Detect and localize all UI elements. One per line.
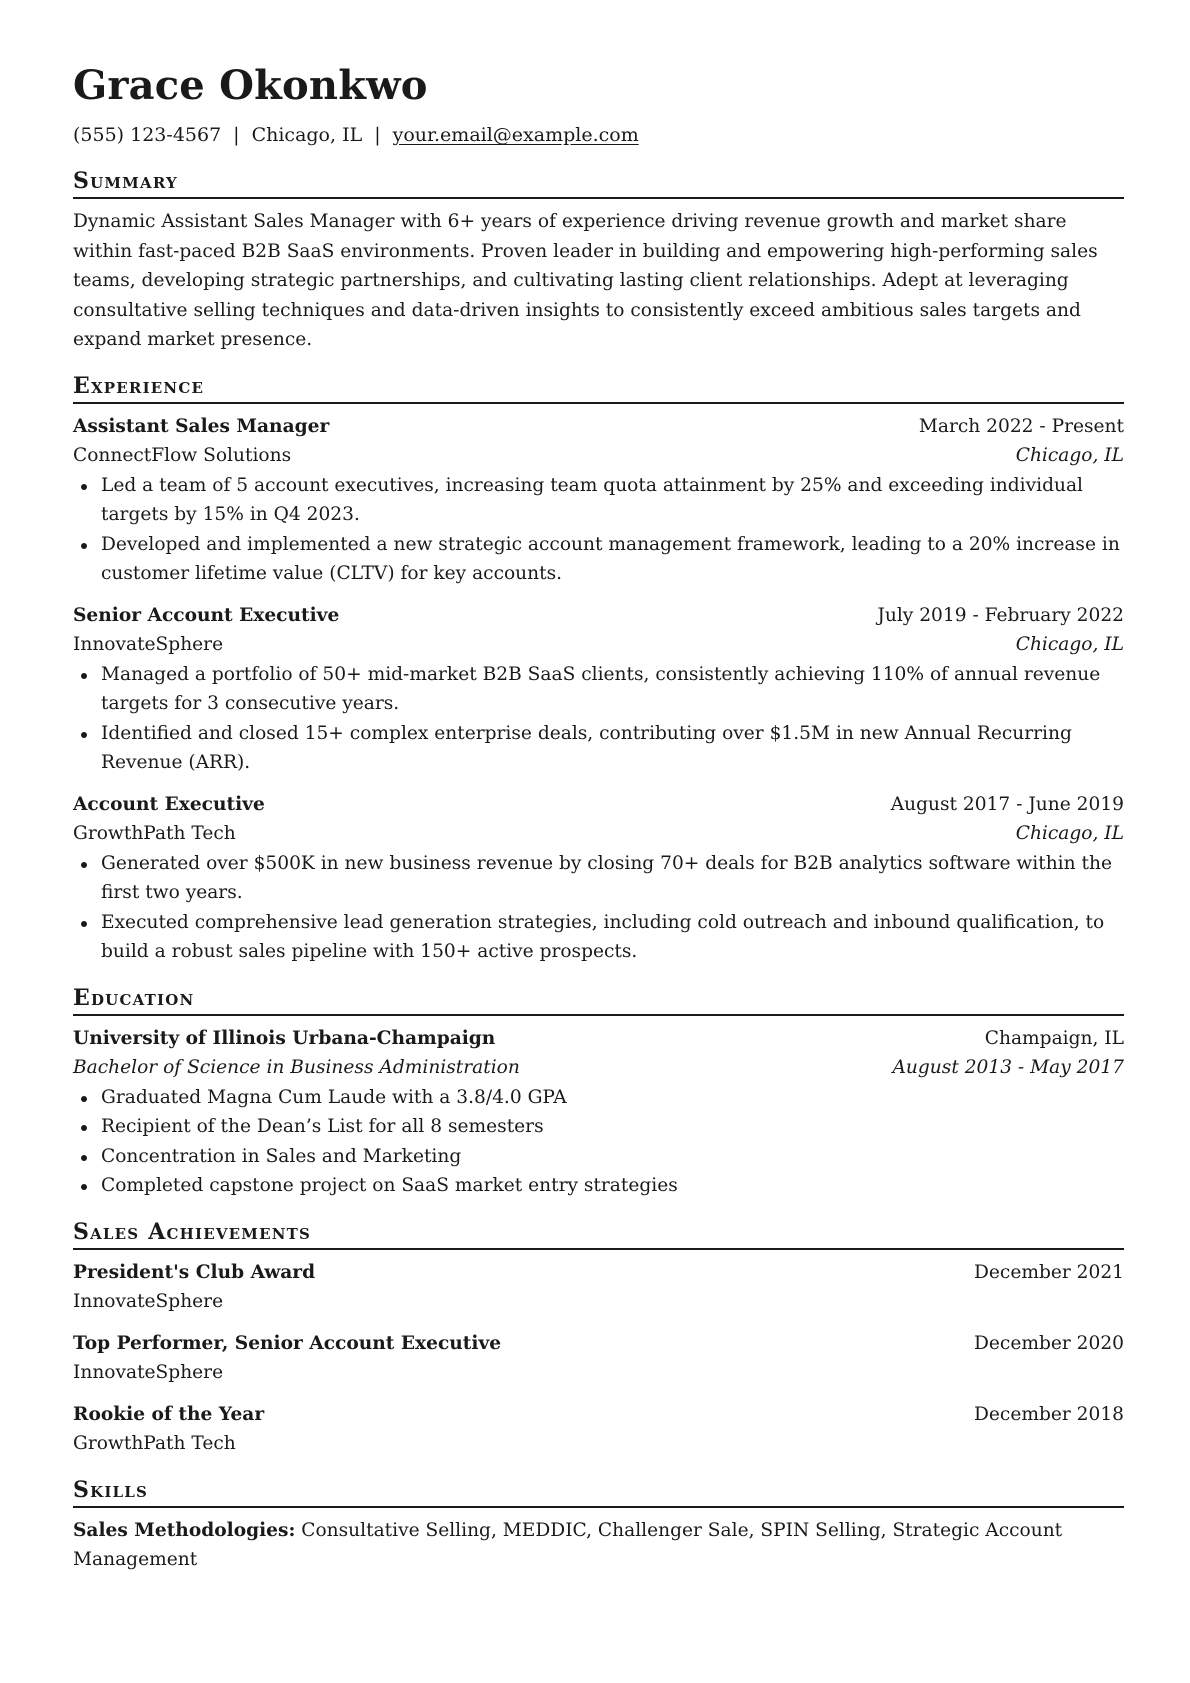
skills-label: Sales Methodologies: bbox=[73, 1519, 296, 1541]
achievement-date: December 2021 bbox=[974, 1261, 1124, 1283]
job-header bbox=[73, 601, 1124, 631]
list-item bbox=[73, 1142, 1124, 1172]
list-item bbox=[73, 1083, 1124, 1113]
job-company: ConnectFlow Solutions bbox=[73, 445, 292, 466]
education-dates: August 2013 - May 2017 bbox=[892, 1057, 1124, 1078]
bullet-text: Graduated Magna Cum Laude with a 3.8/4.0 GPA bbox=[101, 1086, 567, 1108]
summary-text: Dynamic Assistant Sales Manager with 6+ years of experience driving revenue growth and market share within fast-paced B2B SaaS environments. Proven leader in building and empowering high-performing sales teams, developing strategic partnerships, and cultivating lasting client relationships. Adept at leveraging consultative selling techniques and data-driven insights to consistently exceed ambitious sales targets and expand market presence. bbox=[73, 211, 1098, 350]
job-location: Chicago, IL bbox=[1015, 634, 1124, 655]
achievement-subheader bbox=[73, 1358, 1124, 1388]
bullet-text: Recipient of the Dean’s List for all 8 semesters bbox=[101, 1116, 544, 1137]
section-title-education: Education bbox=[73, 983, 1124, 1016]
list-item bbox=[73, 1112, 1124, 1142]
achievement-entry bbox=[73, 1329, 1124, 1388]
bullet-text: Generated over $500K in new business revenue by closing 70+ deals for B2B analytics software within the first two years. bbox=[101, 852, 1112, 903]
job-subheader bbox=[73, 630, 1124, 660]
job-entry bbox=[73, 412, 1124, 589]
job-location: Chicago, IL bbox=[1015, 445, 1124, 466]
section-title-experience: Experience bbox=[73, 371, 1124, 404]
job-location: Chicago, IL bbox=[1015, 823, 1124, 844]
summary-section bbox=[73, 166, 1124, 355]
achievement-org: GrowthPath Tech bbox=[73, 1433, 236, 1454]
achievement-header bbox=[73, 1258, 1124, 1288]
education-header bbox=[73, 1024, 1124, 1054]
achievement-header bbox=[73, 1329, 1124, 1359]
bullet-text: Developed and implemented a new strategic account management framework, leading to a 20% increase in customer lifetime value (CLTV) for key accounts. bbox=[101, 533, 1120, 584]
job-header bbox=[73, 790, 1124, 820]
achievements-section bbox=[73, 1217, 1124, 1459]
separator: | bbox=[374, 124, 381, 146]
achievement-name: President's Club Award bbox=[73, 1261, 316, 1283]
bullet-icon bbox=[81, 1096, 87, 1102]
contact-line bbox=[73, 122, 1124, 148]
skills-section bbox=[73, 1475, 1124, 1575]
job-header bbox=[73, 412, 1124, 442]
section-title-achievements: Sales Achievements bbox=[73, 1217, 1124, 1250]
bullet-text: Managed a portfolio of 50+ mid-market B2B SaaS clients, consistently achieving 110% of annual revenue targets for 3 consecutive years. bbox=[101, 663, 1101, 714]
skills-text: Consultative Selling, MEDDIC, Challenger Sale, SPIN Selling, Strategic Account Management bbox=[73, 1519, 1063, 1570]
job-entry bbox=[73, 601, 1124, 778]
skills-line bbox=[73, 1516, 1124, 1575]
list-item bbox=[73, 1171, 1124, 1201]
job-role: Senior Account Executive bbox=[73, 604, 340, 626]
bullet-text: Led a team of 5 account executives, increasing team quota attainment by 25% and exceeding individual targets by 15% in Q4 2023. bbox=[101, 474, 1083, 525]
bullet-text: Completed capstone project on SaaS market entry strategies bbox=[101, 1175, 678, 1196]
bullet-icon bbox=[81, 732, 87, 738]
job-role: Assistant Sales Manager bbox=[73, 415, 330, 437]
achievement-header bbox=[73, 1400, 1124, 1430]
achievement-date: December 2020 bbox=[974, 1332, 1124, 1354]
section-title-skills: Skills bbox=[73, 1475, 1124, 1508]
email-link[interactable]: your.email@example.com bbox=[392, 124, 639, 146]
list-item bbox=[73, 719, 1124, 778]
job-dates: March 2022 - Present bbox=[918, 415, 1124, 437]
bullet-icon bbox=[81, 1184, 87, 1190]
bullet-text: Concentration in Sales and Marketing bbox=[101, 1145, 462, 1167]
school-name: University of Illinois Urbana-Champaign bbox=[73, 1027, 496, 1049]
bullet-text: Identified and closed 15+ complex enterprise deals, contributing over $1.5M in new Annual Recurring Revenue (ARR). bbox=[101, 722, 1072, 773]
job-entry bbox=[73, 790, 1124, 967]
achievement-entry bbox=[73, 1258, 1124, 1317]
school-location: Champaign, IL bbox=[984, 1027, 1124, 1049]
list-item bbox=[73, 471, 1124, 530]
candidate-name: Grace Okonkwo bbox=[73, 62, 428, 109]
job-dates: August 2017 - June 2019 bbox=[890, 793, 1124, 815]
education-bullets bbox=[73, 1083, 1124, 1201]
bullet-icon bbox=[81, 921, 87, 927]
list-item bbox=[73, 530, 1124, 589]
bullet-text: Executed comprehensive lead generation strategies, including cold outreach and inbound qualification, to build a robust sales pipeline with 150+ active prospects. bbox=[101, 911, 1105, 962]
location: Chicago, IL bbox=[251, 124, 363, 146]
separator: | bbox=[233, 124, 240, 146]
education-subheader bbox=[73, 1053, 1124, 1083]
experience-section bbox=[73, 371, 1124, 967]
bullet-icon bbox=[81, 484, 87, 490]
job-bullets bbox=[73, 660, 1124, 778]
bullet-icon bbox=[81, 862, 87, 868]
job-bullets bbox=[73, 849, 1124, 967]
achievement-org: InnovateSphere bbox=[73, 1291, 224, 1312]
list-item bbox=[73, 908, 1124, 967]
section-title-summary: Summary bbox=[73, 166, 1124, 199]
bullet-icon bbox=[81, 673, 87, 679]
achievement-date: December 2018 bbox=[974, 1403, 1124, 1425]
job-company: InnovateSphere bbox=[73, 634, 224, 655]
list-item bbox=[73, 660, 1124, 719]
job-dates: July 2019 - February 2022 bbox=[877, 604, 1124, 626]
achievement-name: Top Performer, Senior Account Executive bbox=[73, 1332, 502, 1354]
job-subheader bbox=[73, 819, 1124, 849]
bullet-icon bbox=[81, 543, 87, 549]
phone-number: (555) 123-4567 bbox=[73, 124, 222, 146]
achievement-entry bbox=[73, 1400, 1124, 1459]
job-company: GrowthPath Tech bbox=[73, 823, 236, 844]
job-bullets bbox=[73, 471, 1124, 589]
bullet-icon bbox=[81, 1125, 87, 1131]
list-item bbox=[73, 849, 1124, 908]
achievement-subheader bbox=[73, 1429, 1124, 1459]
achievement-name: Rookie of the Year bbox=[73, 1403, 265, 1425]
job-subheader bbox=[73, 441, 1124, 471]
job-role: Account Executive bbox=[73, 793, 265, 815]
bullet-icon bbox=[81, 1155, 87, 1161]
achievement-org: InnovateSphere bbox=[73, 1362, 224, 1383]
degree: Bachelor of Science in Business Administration bbox=[73, 1057, 520, 1078]
achievement-subheader bbox=[73, 1287, 1124, 1317]
education-section bbox=[73, 983, 1124, 1201]
